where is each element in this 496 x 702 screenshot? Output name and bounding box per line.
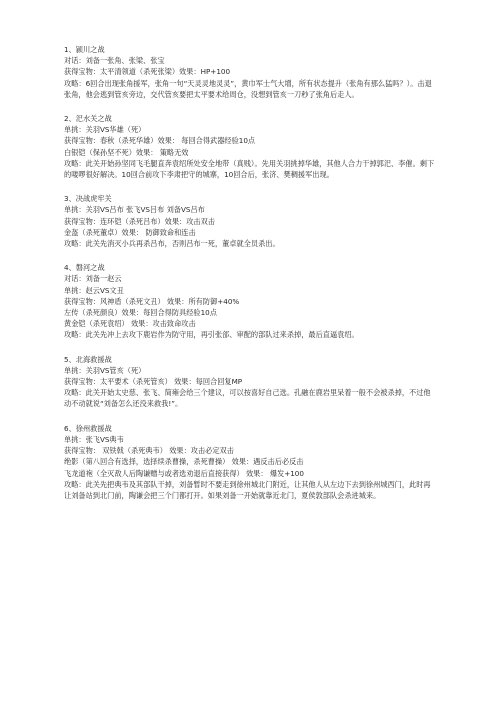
section-heading: 3、决战虎牢关 <box>64 194 112 204</box>
section-1 <box>64 44 436 100</box>
section-line: 对话：刘备一赵云 <box>64 274 122 284</box>
section-line: 攻略：此关先消灭小兵再杀吕布，否则吕布一死，董卓就全员杀出。 <box>64 239 280 249</box>
section-line: 黄金铠（杀死袁绍） 效果：攻击致命攻击 <box>64 319 196 329</box>
section-line: 左传（杀死颜良）效果：每回合得防具经验10点 <box>64 308 217 318</box>
section-4 <box>64 262 436 340</box>
section-5 <box>64 354 436 410</box>
section-line: 白银铠（保孙坚不死）效果： 策略无效 <box>64 147 189 157</box>
section-heading: 6、徐州救援战 <box>64 423 112 433</box>
section-3 <box>64 193 436 249</box>
section-line: 获得宝物：太平清领道（杀死张梁）效果：HP+100 <box>64 67 231 77</box>
section-line: 对话：刘备一张角、张梁、张宝 <box>64 56 165 66</box>
section-line: 飞龙道袍（全灭敌人后陶谦赠与或者选劝退后直接获得） 效果： 爆发+100 <box>64 468 304 478</box>
section-line: 单挑：张飞VS典韦 <box>64 434 124 444</box>
section-line: 单挑：赵云VS文丑 <box>64 285 124 295</box>
section-line: 攻略：此关开始孙坚同飞毛腿直奔袁绍所处安全地带（真贱）。先用关羽挑掉华雄，其他人合力干掉郭汜、李催。剩下的喽啰很好解决。10回合前攻下李肃把守的城寨，10回合后，张济、樊稠援军出现。 <box>64 158 435 180</box>
section-heading: 1、颍川之战 <box>64 45 105 54</box>
section-line: 攻略：此关先把典韦及其部队干掉，刘备暂时不要走到徐州城北门附近，让其他人从左边下去到徐州城西门，此时再让刘备站到北门前，陶谦会把三个门都打开。如果刘备一开始就靠近北门，夏侯敦部队会杀进城来。 <box>64 479 431 500</box>
section-line: 获得宝物： 双铁戟（杀死典韦） 效果：攻击必定双击 <box>64 446 234 456</box>
section-heading: 2、汜水关之战 <box>64 114 112 124</box>
document-body <box>64 44 436 514</box>
section-line: 获得宝物：连环铠（杀死吕布）效果：攻击双击 <box>64 216 215 226</box>
section-line: 获得宝物：春秋（杀死华雄）效果： 每回合得武器经验10点 <box>64 136 256 146</box>
section-line: 单挑：关羽VS华雄（死） <box>64 125 146 135</box>
section-line: 单挑：关羽VS吕布 张飞VS吕布 刘备VS吕布 <box>64 205 205 215</box>
section-line: 获得宝物：太平要术（杀死管亥） 效果：每回合回复MP <box>64 377 243 387</box>
section-heading: 5、北海救援战 <box>64 354 112 364</box>
section-line: 金盔（杀死董卓）效果： 防御致命和连击 <box>64 227 196 237</box>
section-line: 攻略：此关开始太史慈、张飞、简雍会给三个建议，可以按喜好自己选。孔融在鹿岩里呆着一般不会被杀掉，不过他动不动就说“刘备怎么还没来救我!”。 <box>64 388 431 409</box>
section-line: 单挑：关羽VS管亥（死） <box>64 365 146 375</box>
section-6 <box>64 423 436 501</box>
section-line: 攻略：此关先冲上去攻下鹿岩作为防守用，再引张郃、审配的部队过来杀掉，最后直逼袁绍。 <box>64 330 359 340</box>
section-line: 攻略：6回合出现张角援军，张角一句“天灵灵地灵灵”，黄巾军士气大增，所有状态提升（张角有那么猛吗？）。击退张角，他会逃到管亥旁边，交代管亥要把太平要术给周仓，没想到管亥一刀秒了张角后走人。 <box>64 78 432 99</box>
section-line: 获得宝物：风神盾（杀死文丑） 效果：所有防御+40% <box>64 296 240 306</box>
section-2 <box>64 113 436 180</box>
section-line: 绝影（第八回合有选择，选择续杀曹操，杀死曹操） 效果：遇反击后必反击 <box>64 457 304 467</box>
section-heading: 4、磐河之战 <box>64 263 105 273</box>
